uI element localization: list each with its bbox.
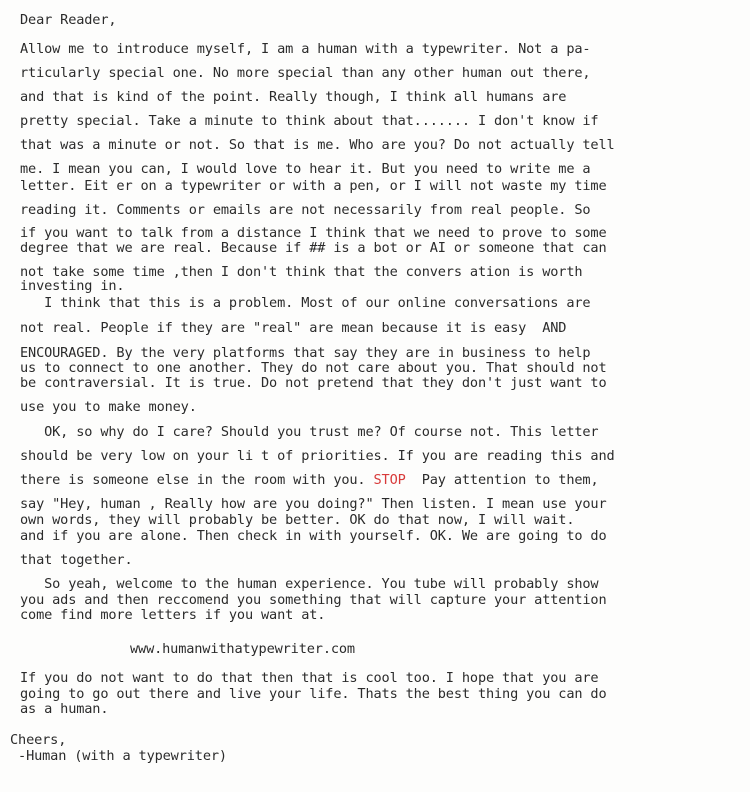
greeting: Dear Reader,	[20, 12, 117, 28]
letter-line: not take some time ,then I don't think that the convers ation is worth	[20, 264, 583, 280]
stop-line-before: there is someone else in the room with you.	[20, 472, 374, 488]
closing-line: going to go out there and live your life. Thats the best thing you can do	[20, 686, 607, 702]
closing-line: If you do not want to do that then that is cool too. I hope that you are	[20, 670, 599, 686]
signoff: Cheers,	[10, 732, 67, 748]
letter-line: pretty special. Take a minute to think about that....... I don't know if	[20, 113, 599, 129]
letter-line: say "Hey, human , Really how are you doing?" Then listen. I mean use your	[20, 496, 607, 512]
letter-line: be contraversial. It is true. Do not pretend that they don't just want to	[20, 375, 607, 391]
letter-line: So yeah, welcome to the human experience. You tube will probably show	[20, 576, 599, 592]
letter-line: us to connect to one another. They do not care about you. That should not	[20, 360, 607, 376]
letter-line: rticularly special one. No more special than any other human out there,	[20, 65, 591, 81]
letter-line: not real. People if they are "real" are mean because it is easy AND	[20, 320, 567, 336]
letter-line: OK, so why do I care? Should you trust me? Of course not. This letter	[20, 424, 599, 440]
letter-line: letter. Eit er on a typewriter or with a pen, or I will not waste my time	[20, 178, 607, 194]
letter-line-stop	[20, 472, 598, 488]
letter-line: that together.	[20, 552, 133, 568]
closing-line: as a human.	[20, 701, 109, 717]
letter-line: me. I mean you can, I would love to hear it. But you need to write me a	[20, 161, 591, 177]
stop-word: STOP	[373, 472, 406, 488]
letter-line: ENCOURAGED. By the very platforms that say they are in business to help	[20, 345, 591, 361]
letter-line: investing in.	[20, 278, 125, 294]
letter-line: and that is kind of the point. Really though, I think all humans are	[20, 89, 567, 105]
letter-line: that was a minute or not. So that is me. Who are you? Do not actually tell	[20, 137, 615, 153]
letter-line: reading it. Comments or emails are not necessarily from real people. So	[20, 202, 591, 218]
letter-line: use you to make money.	[20, 399, 197, 415]
letter-line: you ads and then reccomend you something that will capture your attention	[20, 592, 607, 608]
website-url: www.humanwithatypewriter.com	[130, 641, 355, 657]
letter-line: come find more letters if you want at.	[20, 607, 326, 623]
stop-line-after: Pay attention to them,	[405, 472, 599, 488]
letter-line: own words, they will probably be better. OK do that now, I will wait.	[20, 512, 575, 528]
letter-line: I think that this is a problem. Most of our online conversations are	[20, 295, 591, 311]
letter-line: degree that we are real. Because if ## is a bot or AI or someone that can	[20, 240, 607, 256]
letter-line: should be very low on your li t of priorities. If you are reading this and	[20, 448, 615, 464]
signature: -Human (with a typewriter)	[10, 748, 227, 764]
letter-line: if you want to talk from a distance I think that we need to prove to some	[20, 225, 607, 241]
letter-line: Allow me to introduce myself, I am a human with a typewriter. Not a pa-	[20, 41, 591, 57]
letter-line: and if you are alone. Then check in with yourself. OK. We are going to do	[20, 528, 607, 544]
